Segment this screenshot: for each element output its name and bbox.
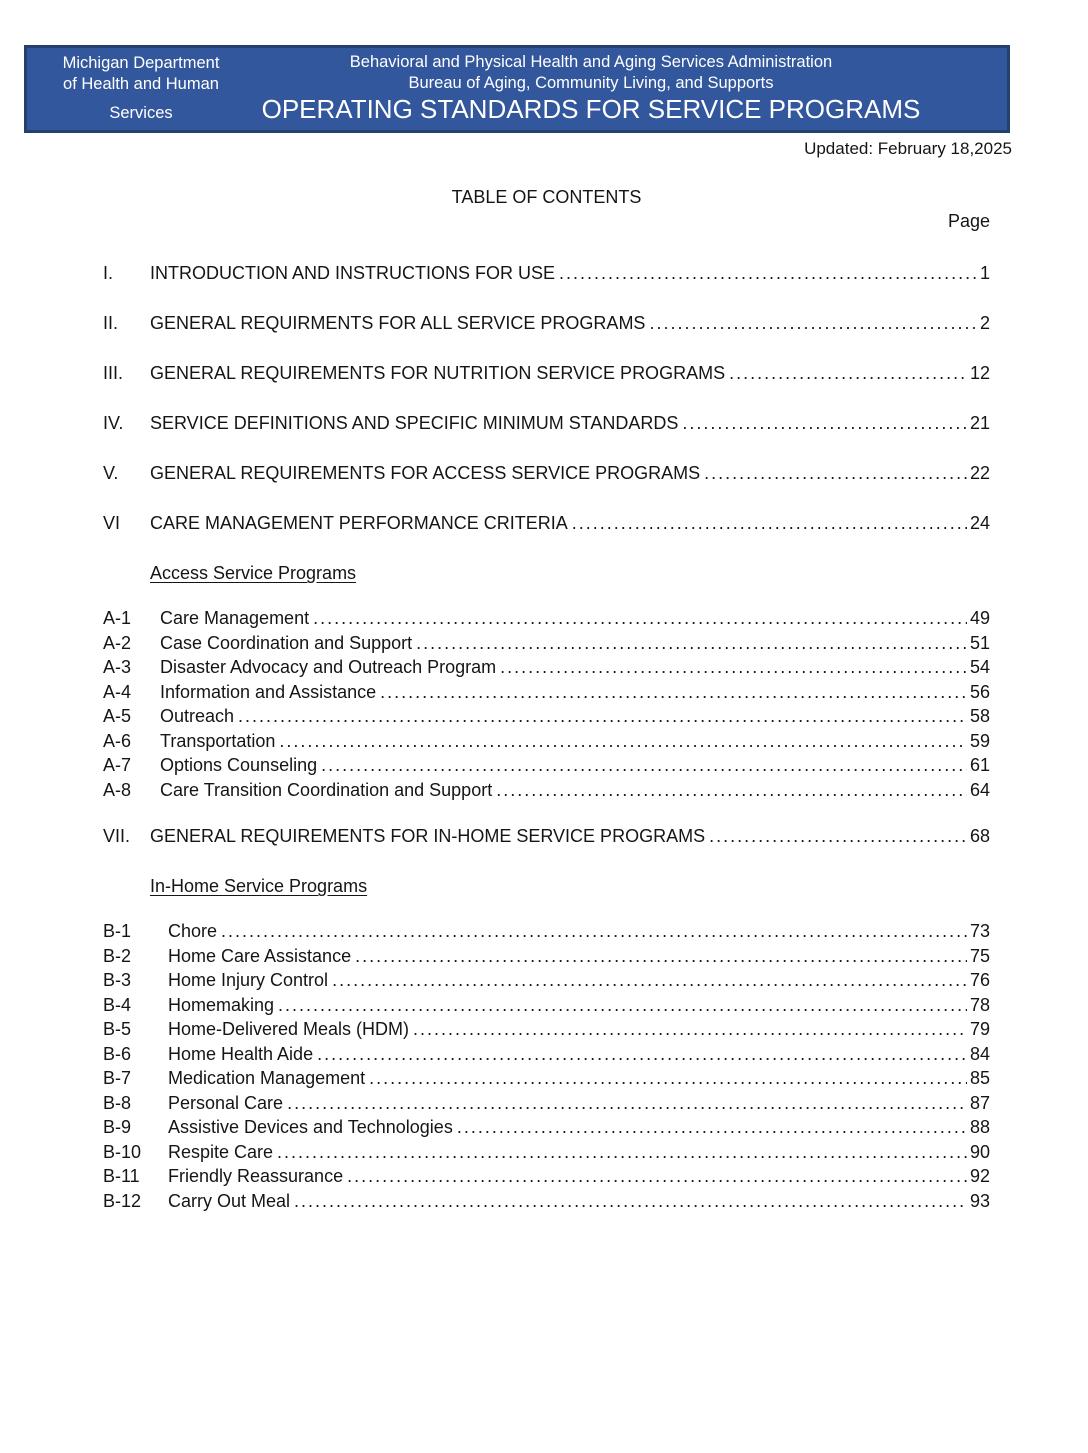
dot-leader bbox=[457, 1115, 967, 1140]
toc-entry-page: 22 bbox=[969, 463, 990, 483]
toc-entry bbox=[103, 753, 990, 778]
dot-leader bbox=[294, 1189, 967, 1214]
toc-entry bbox=[103, 1189, 990, 1214]
dot-leader bbox=[500, 655, 967, 680]
toc-entry-number: VII. bbox=[103, 826, 131, 846]
dot-leader bbox=[332, 968, 967, 993]
toc-entry-number: A-1 bbox=[103, 608, 132, 628]
toc-entry bbox=[103, 606, 990, 631]
dot-leader bbox=[279, 729, 967, 754]
updated-date: Updated: February 18,2025 bbox=[804, 139, 1012, 158]
toc-entry-page: 54 bbox=[969, 657, 990, 677]
toc-entry bbox=[103, 778, 990, 803]
toc-entry-number: A-4 bbox=[103, 681, 132, 702]
toc-entry-title: INTRODUCTION AND INSTRUCTIONS FOR USE bbox=[150, 263, 556, 283]
toc-entry-title: GENERAL REQUIRMENTS FOR ALL SERVICE PROGRAMS bbox=[150, 313, 646, 333]
org-name-line: Michigan Department bbox=[62, 54, 220, 72]
toc-entry-number: B-5 bbox=[103, 1019, 132, 1039]
toc-entry bbox=[103, 1042, 990, 1067]
dot-leader bbox=[347, 1164, 967, 1189]
toc-title: TABLE OF CONTENTS bbox=[451, 187, 642, 207]
toc-entry-number: A-2 bbox=[103, 632, 132, 653]
toc-entry bbox=[103, 680, 990, 705]
toc-entry bbox=[103, 824, 990, 848]
toc-entry-number: B-12 bbox=[103, 1190, 142, 1211]
toc-entry-page: 73 bbox=[969, 921, 990, 941]
toc-entry-page: 2 bbox=[979, 313, 990, 333]
toc-entry-title: Options Counseling bbox=[160, 755, 318, 775]
section-heading-access: Access Service Programs bbox=[150, 563, 357, 583]
toc-entry-page: 1 bbox=[979, 263, 990, 283]
toc-entry-page: 88 bbox=[969, 1117, 990, 1137]
toc-entry bbox=[103, 461, 990, 485]
toc-entry-number: A-5 bbox=[103, 706, 132, 726]
toc-entry-page: 12 bbox=[969, 363, 990, 383]
toc-entry-page: 75 bbox=[969, 945, 990, 966]
toc-entry-page: 58 bbox=[969, 706, 990, 726]
toc-entry-page: 85 bbox=[969, 1068, 990, 1088]
toc-entry bbox=[103, 361, 990, 385]
toc-entry-title: Home-Delivered Meals (HDM) bbox=[168, 1019, 410, 1039]
dot-leader bbox=[313, 606, 967, 631]
dot-leader bbox=[496, 778, 967, 803]
toc-entry bbox=[103, 1115, 990, 1140]
toc-entry bbox=[103, 1091, 990, 1116]
toc-entry-title: Friendly Reassurance bbox=[168, 1166, 344, 1186]
toc-entry-number: B-6 bbox=[103, 1043, 132, 1064]
toc-entry-number: A-8 bbox=[103, 779, 132, 800]
toc-entry-number: IV. bbox=[103, 413, 124, 433]
toc-entry bbox=[103, 631, 990, 656]
toc-entry-title: Home Injury Control bbox=[168, 970, 329, 990]
toc-entry bbox=[103, 704, 990, 729]
header-title-block bbox=[255, 48, 1007, 130]
toc-entry-number: V. bbox=[103, 463, 119, 483]
dot-leader bbox=[416, 631, 967, 656]
org-name-line: of Health and Human bbox=[63, 75, 219, 93]
toc-entry bbox=[103, 729, 990, 754]
toc-entry-number: A-3 bbox=[103, 657, 132, 677]
dot-leader bbox=[278, 993, 967, 1018]
dot-leader bbox=[238, 704, 967, 729]
toc-entry-page: 61 bbox=[969, 755, 990, 775]
toc-entry-page: 92 bbox=[969, 1166, 990, 1186]
document-title: OPERATING STANDARDS FOR SERVICE PROGRAMS bbox=[261, 94, 921, 124]
toc-entry-page: 64 bbox=[969, 779, 990, 800]
toc-entry-title: Home Care Assistance bbox=[168, 945, 352, 966]
toc-entry-number: B-3 bbox=[103, 970, 132, 990]
dot-leader bbox=[572, 511, 967, 535]
toc-entry-title: Information and Assistance bbox=[160, 681, 377, 702]
toc-access-entries bbox=[103, 606, 990, 802]
toc-entry-page: 68 bbox=[969, 826, 990, 846]
toc-entry-title: Personal Care bbox=[168, 1092, 284, 1113]
bureau-line: Bureau of Aging, Community Living, and Supports bbox=[408, 74, 774, 92]
dot-leader bbox=[317, 1042, 967, 1067]
toc-entry bbox=[103, 1140, 990, 1165]
toc-entry-page: 51 bbox=[969, 632, 990, 653]
toc-entry-number: B-9 bbox=[103, 1117, 132, 1137]
toc-entry bbox=[103, 944, 990, 969]
toc-entry-number: A-6 bbox=[103, 730, 132, 751]
page-column-label: Page bbox=[947, 211, 990, 231]
toc-main-entries bbox=[103, 261, 990, 535]
toc-entry-page: 87 bbox=[969, 1092, 990, 1113]
toc-entry-title: Medication Management bbox=[168, 1068, 366, 1088]
dot-leader bbox=[287, 1091, 967, 1116]
toc-entry-number: B-10 bbox=[103, 1141, 142, 1162]
dot-leader bbox=[277, 1140, 967, 1165]
dot-leader bbox=[649, 311, 977, 335]
toc-entry-number: B-2 bbox=[103, 945, 132, 966]
document-page bbox=[0, 45, 1088, 1213]
toc-entry-number: B-8 bbox=[103, 1092, 132, 1113]
toc-inhome-entries bbox=[103, 919, 990, 1213]
toc-entry-page: 90 bbox=[969, 1141, 990, 1162]
org-name-block bbox=[27, 48, 255, 130]
dot-leader bbox=[355, 944, 967, 969]
toc-entry-page: 24 bbox=[969, 513, 990, 533]
section-heading-inhome: In-Home Service Programs bbox=[150, 876, 368, 896]
toc-entry-number: B-7 bbox=[103, 1068, 132, 1088]
dot-leader bbox=[704, 461, 967, 485]
toc-entry-number: I. bbox=[103, 263, 114, 283]
toc-entry bbox=[103, 919, 990, 944]
toc-entry bbox=[103, 261, 990, 285]
dot-leader bbox=[559, 261, 977, 285]
toc-entry-page: 56 bbox=[969, 681, 990, 702]
toc-entry-title: Homemaking bbox=[168, 994, 275, 1015]
toc-entry-number: B-4 bbox=[103, 994, 132, 1015]
toc-entry-title: Carry Out Meal bbox=[168, 1190, 291, 1211]
toc-entry-title: Respite Care bbox=[168, 1141, 274, 1162]
dot-leader bbox=[369, 1066, 967, 1091]
toc-entry-number: II. bbox=[103, 313, 119, 333]
table-of-contents bbox=[103, 185, 990, 1213]
dot-leader bbox=[221, 919, 967, 944]
toc-entry-title: Transportation bbox=[160, 730, 276, 751]
toc-entry-page: 49 bbox=[969, 608, 990, 628]
toc-entry-page: 84 bbox=[969, 1043, 990, 1064]
toc-entry bbox=[103, 411, 990, 435]
toc-entry bbox=[103, 1164, 990, 1189]
toc-entry-page: 93 bbox=[969, 1190, 990, 1211]
toc-entry bbox=[103, 1066, 990, 1091]
toc-entry bbox=[103, 968, 990, 993]
toc-entry-title: GENERAL REQUIREMENTS FOR NUTRITION SERVICE PROGRAMS bbox=[150, 363, 726, 383]
toc-entry-title: Case Coordination and Support bbox=[160, 632, 413, 653]
toc-entry-page: 78 bbox=[969, 994, 990, 1015]
header-banner bbox=[24, 45, 1010, 133]
toc-entry-title: Care Management bbox=[160, 608, 310, 628]
toc-entry-title: Outreach bbox=[160, 706, 235, 726]
toc-entry-title: Disaster Advocacy and Outreach Program bbox=[160, 657, 497, 677]
toc-entry bbox=[103, 993, 990, 1018]
toc-entry-number: A-7 bbox=[103, 755, 132, 775]
toc-entry-page: 79 bbox=[969, 1019, 990, 1039]
toc-entry-page: 21 bbox=[969, 413, 990, 433]
dot-leader bbox=[380, 680, 967, 705]
toc-entry-title: Home Health Aide bbox=[168, 1043, 314, 1064]
toc-entry-title: Assistive Devices and Technologies bbox=[168, 1117, 453, 1137]
toc-entry-title: GENERAL REQUIREMENTS FOR ACCESS SERVICE PROGRAMS bbox=[150, 463, 701, 483]
dot-leader bbox=[682, 411, 967, 435]
toc-entry-page: 59 bbox=[969, 730, 990, 751]
toc-entry bbox=[103, 655, 990, 680]
toc-entry-number: VI bbox=[103, 513, 121, 533]
toc-entry-number: B-1 bbox=[103, 921, 132, 941]
toc-entry-title: CARE MANAGEMENT PERFORMANCE CRITERIA bbox=[150, 513, 568, 533]
dot-leader bbox=[709, 824, 967, 848]
administration-line: Behavioral and Physical Health and Aging Services Administration bbox=[349, 53, 833, 71]
toc-entry-title: Chore bbox=[168, 921, 218, 941]
toc-entry-title: Care Transition Coordination and Support bbox=[160, 779, 493, 800]
toc-entry-number: III. bbox=[103, 363, 124, 383]
toc-entry bbox=[103, 1017, 990, 1042]
toc-entry-title: GENERAL REQUIREMENTS FOR IN-HOME SERVICE PROGRAMS bbox=[150, 826, 706, 846]
dot-leader bbox=[729, 361, 967, 385]
dot-leader bbox=[321, 753, 967, 778]
toc-entry-title: SERVICE DEFINITIONS AND SPECIFIC MINIMUM STANDARDS bbox=[150, 413, 679, 433]
dot-leader bbox=[413, 1017, 967, 1042]
toc-entry bbox=[103, 511, 990, 535]
toc-entry-number: B-11 bbox=[103, 1166, 140, 1186]
toc-entry-page: 76 bbox=[969, 970, 990, 990]
org-name-line: Services bbox=[109, 104, 173, 122]
toc-entry bbox=[103, 311, 990, 335]
